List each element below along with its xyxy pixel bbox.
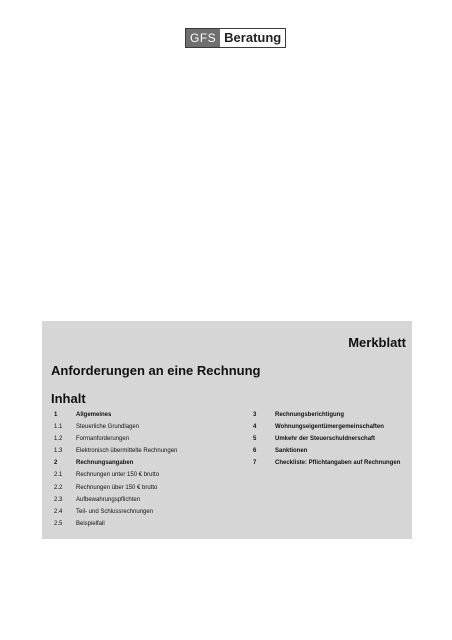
toc-item-number: 1.3 — [54, 448, 63, 455]
toc-item[interactable] — [253, 460, 408, 467]
toc-item-text: Rechnungen unter 150 € brutto — [76, 472, 160, 479]
toc-right-column — [253, 412, 408, 467]
toc-item-text: Steuerliche Grundlagen — [76, 424, 140, 431]
toc-item-number: 2.3 — [54, 496, 63, 503]
document-title: Anforderungen an eine Rechnung — [51, 363, 261, 378]
toc-item-number: 2.2 — [54, 484, 63, 491]
toc-item-text: Rechnungen über 150 € brutto — [76, 484, 158, 491]
toc-item-number: 1.1 — [54, 424, 63, 431]
toc-item-number: 6 — [253, 448, 257, 455]
toc-item[interactable] — [54, 472, 244, 484]
toc-item-number: 4 — [253, 424, 257, 431]
toc-item[interactable] — [54, 436, 244, 448]
toc-item-text: Teil- und Schlussrechnungen — [76, 508, 154, 515]
toc-item[interactable] — [54, 497, 244, 509]
toc-item-number: 1 — [54, 412, 58, 418]
toc-heading: Inhalt — [51, 391, 86, 406]
toc-item-number: 2.1 — [54, 472, 63, 479]
toc-item[interactable] — [253, 412, 408, 424]
toc-item[interactable] — [54, 485, 244, 497]
toc-item[interactable] — [54, 521, 244, 533]
toc-item-text: Beispielfall — [76, 520, 105, 527]
toc-item[interactable] — [54, 460, 244, 472]
toc-item[interactable] — [253, 436, 408, 448]
toc-item-text: Umkehr der Steuerschuldnerschaft — [275, 436, 376, 443]
toc-item-number: 2.4 — [54, 508, 63, 515]
toc-item-text: Wohnungseigentümergemeinschaften — [275, 424, 384, 431]
content-panel — [42, 321, 412, 539]
toc-item-text: Rechnungsangaben — [76, 460, 134, 467]
toc-item-number: 5 — [253, 436, 257, 443]
toc-item-text: Checkliste: Pflichtangaben auf Rechnungen — [275, 460, 401, 467]
toc-item-number: 1.2 — [54, 436, 63, 443]
toc-item[interactable] — [54, 448, 244, 460]
toc-item-text: Formanforderungen — [76, 436, 130, 443]
toc-item-number: 3 — [253, 412, 257, 418]
toc-item-number: 2.5 — [54, 520, 63, 527]
toc-item[interactable] — [253, 448, 408, 460]
toc-item[interactable] — [54, 509, 244, 521]
toc-item-text: Sanktionen — [275, 448, 308, 455]
toc-left-column — [54, 412, 244, 533]
toc-item-text: Allgemeines — [76, 412, 112, 418]
gfs-beratung-logo — [185, 28, 286, 48]
toc-item-text: Aufbewahrungspflichten — [76, 496, 141, 503]
document-type-label: Merkblatt — [348, 335, 406, 350]
toc-item-text: Elektronisch übermittelte Rechnungen — [76, 448, 178, 455]
logo-beratung: Beratung — [220, 29, 285, 47]
toc-item-number: 7 — [253, 460, 257, 467]
toc-item-text: Rechnungsberichtigung — [275, 412, 344, 418]
toc-item[interactable] — [54, 424, 244, 436]
logo-gfs: GFS — [186, 29, 220, 47]
toc-item-number: 2 — [54, 460, 58, 467]
toc-item[interactable] — [54, 412, 244, 424]
toc-item[interactable] — [253, 424, 408, 436]
